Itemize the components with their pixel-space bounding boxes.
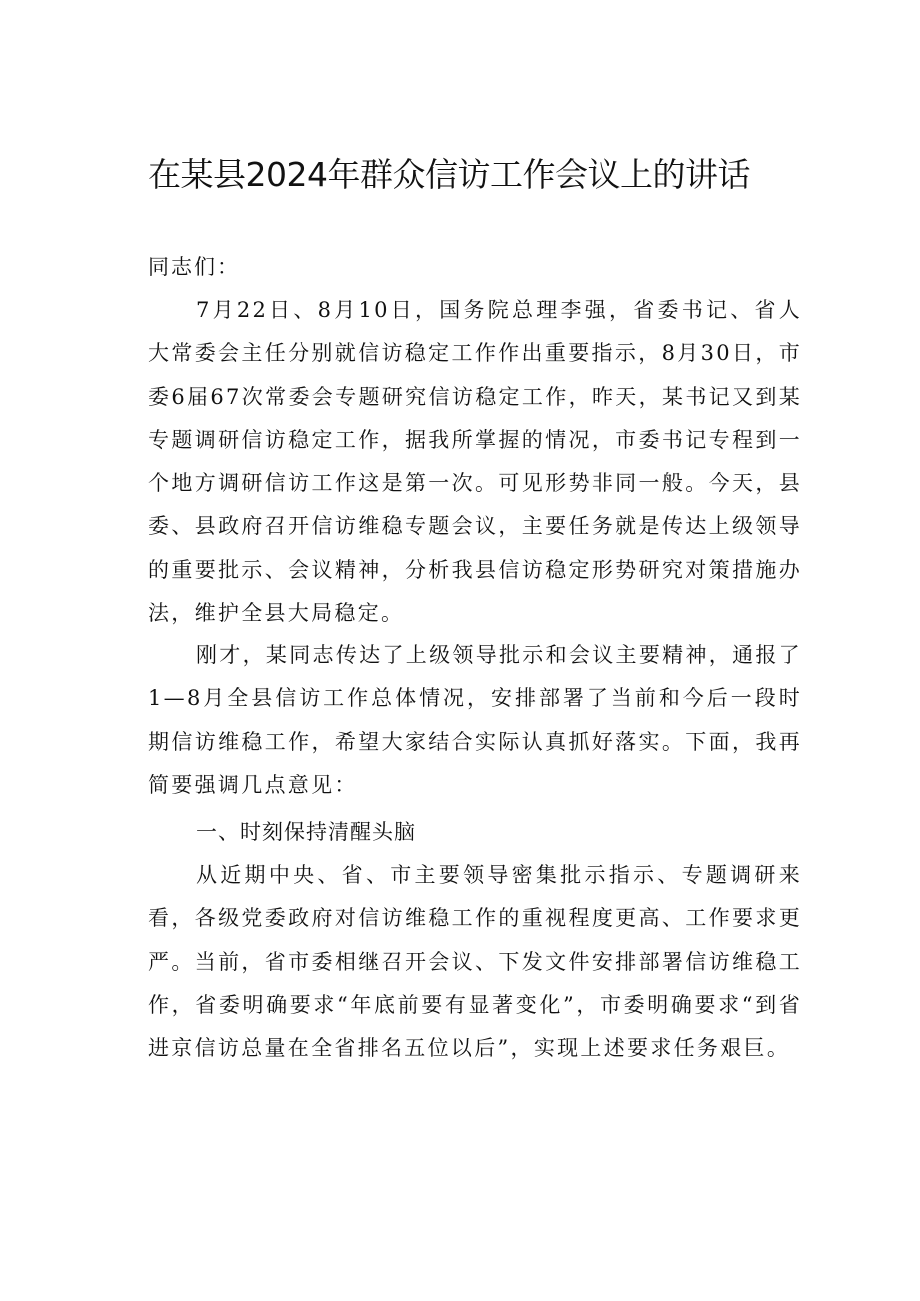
- section-heading: 一、时刻保持清醒头脑: [196, 820, 416, 844]
- salutation: 同志们：: [148, 255, 240, 279]
- document-title: 在某县2024年群众信访工作会议上的讲话: [148, 155, 750, 194]
- body-paragraph-1: 7月22日、8月10日，国务院总理李强，省委书记、省人大常委会主任分别就信访稳定工作作出重要指示，8月30日，市委6届67次常委会专题研究信访稳定工作，昨天，某书记又到某专题调研信访稳定工作，据我所掌握的情况，市委书记专程到一个地方调研信访工作这是第一次。可见形势非同一般。今天，县委、县政府召开信访维稳专题会议，主要任务就是传达上级领导的重要批示、会议精神，分析我县信访稳定形势研究对策措施办法，维护全县大局稳定。: [148, 298, 802, 626]
- section-paragraph: 从近期中央、省、市主要领导密集批示指示、专题调研来看，各级党委政府对信访维稳工作的重视程度更高、工作要求更严。当前，省市委相继召开会议、下发文件安排部署信访维稳工作，省委明确要求“年底前要有显著变化”，市委明确要求“到省进京信访总量在全省排名五位以后”，实现上述要求任务艰巨。: [148, 863, 802, 1061]
- body-paragraph-2: 刚才，某同志传达了上级领导批示和会议主要精神，通报了1—8月全县信访工作总体情况，安排部署了当前和今后一段时期信访维稳工作，希望大家结合实际认真抓好落实。下面，我再简要强调几点意见：: [148, 643, 802, 797]
